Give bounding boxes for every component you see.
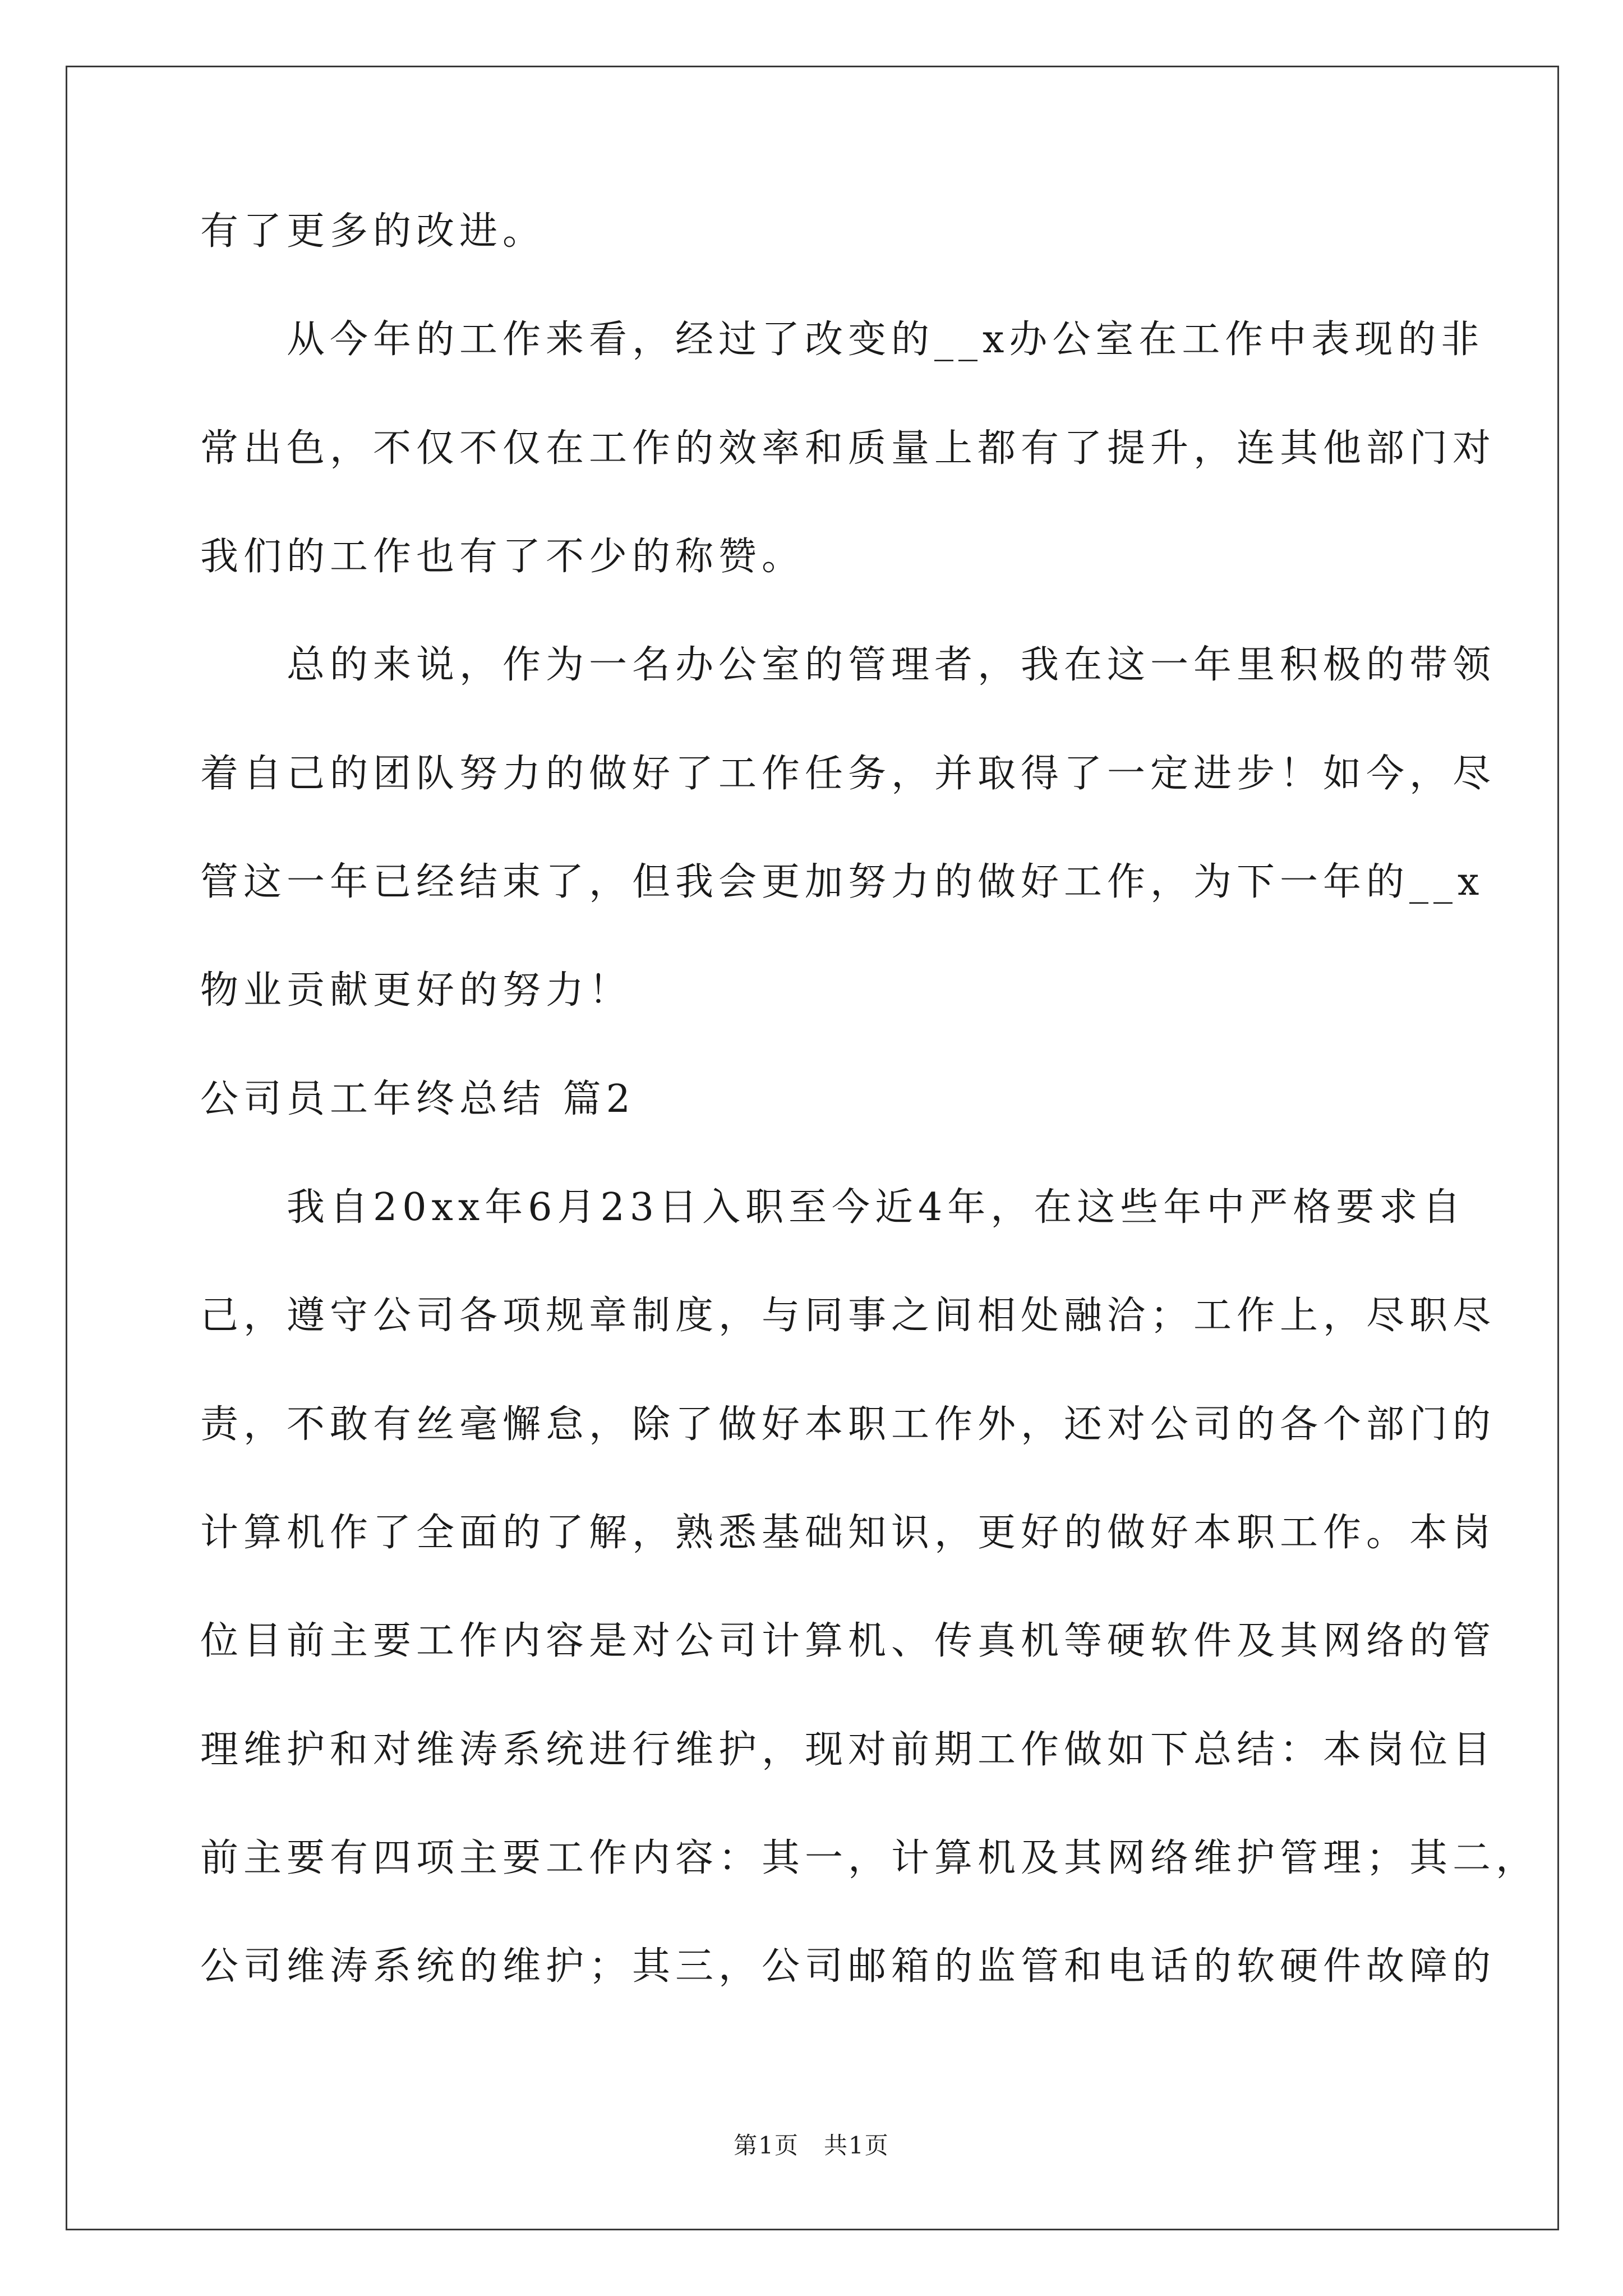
text-line: 己，遵守公司各项规章制度，与同事之间相处融洽；工作上，尽职尽 — [200, 1294, 1496, 1338]
text-line: 着自己的团队努力的做好了工作任务，并取得了一定进步！如今，尽 — [200, 752, 1496, 796]
text-line: 计算机作了全面的了解，熟悉基础知识，更好的做好本职工作。本岗 — [200, 1511, 1496, 1555]
section-heading: 公司员工年终总结 篇2 — [200, 1077, 635, 1121]
text-line: 总的来说，作为一名办公室的管理者，我在这一年里积极的带领 — [200, 643, 1496, 687]
page-footer: 第1页 共1页 — [734, 2132, 889, 2159]
text-line: 我自20xx年6月23日入职至今近4年，在这些年中严格要求自 — [200, 1185, 1466, 1230]
text-line: 责，不敢有丝毫懈怠，除了做好本职工作外，还对公司的各个部门的 — [200, 1402, 1496, 1447]
text-line: 管这一年已经结束了，但我会更加努力的做好工作，为下一年的__x — [200, 860, 1484, 904]
text-line: 从今年的工作来看，经过了改变的__x办公室在工作中表现的非 — [200, 318, 1484, 362]
text-line: 有了更多的改进。 — [200, 209, 546, 254]
text-line: 理维护和对维涛系统进行维护，现对前期工作做如下总结：本岗位目 — [200, 1728, 1496, 1772]
text-line: 前主要有四项主要工作内容：其一，计算机及其网络维护管理；其二， — [200, 1836, 1539, 1880]
text-line: 公司维涛系统的维护；其三，公司邮箱的监管和电话的软硬件故障的 — [200, 1944, 1496, 1989]
text-line: 我们的工作也有了不少的称赞。 — [200, 535, 805, 579]
page-frame — [66, 66, 1559, 2230]
text-line: 物业贡献更好的努力！ — [200, 968, 633, 1013]
text-line: 常出色，不仅不仅在工作的效率和质量上都有了提升，连其他部门对 — [200, 426, 1496, 471]
text-line: 位目前主要工作内容是对公司计算机、传真机等硬软件及其网络的管 — [200, 1619, 1496, 1663]
